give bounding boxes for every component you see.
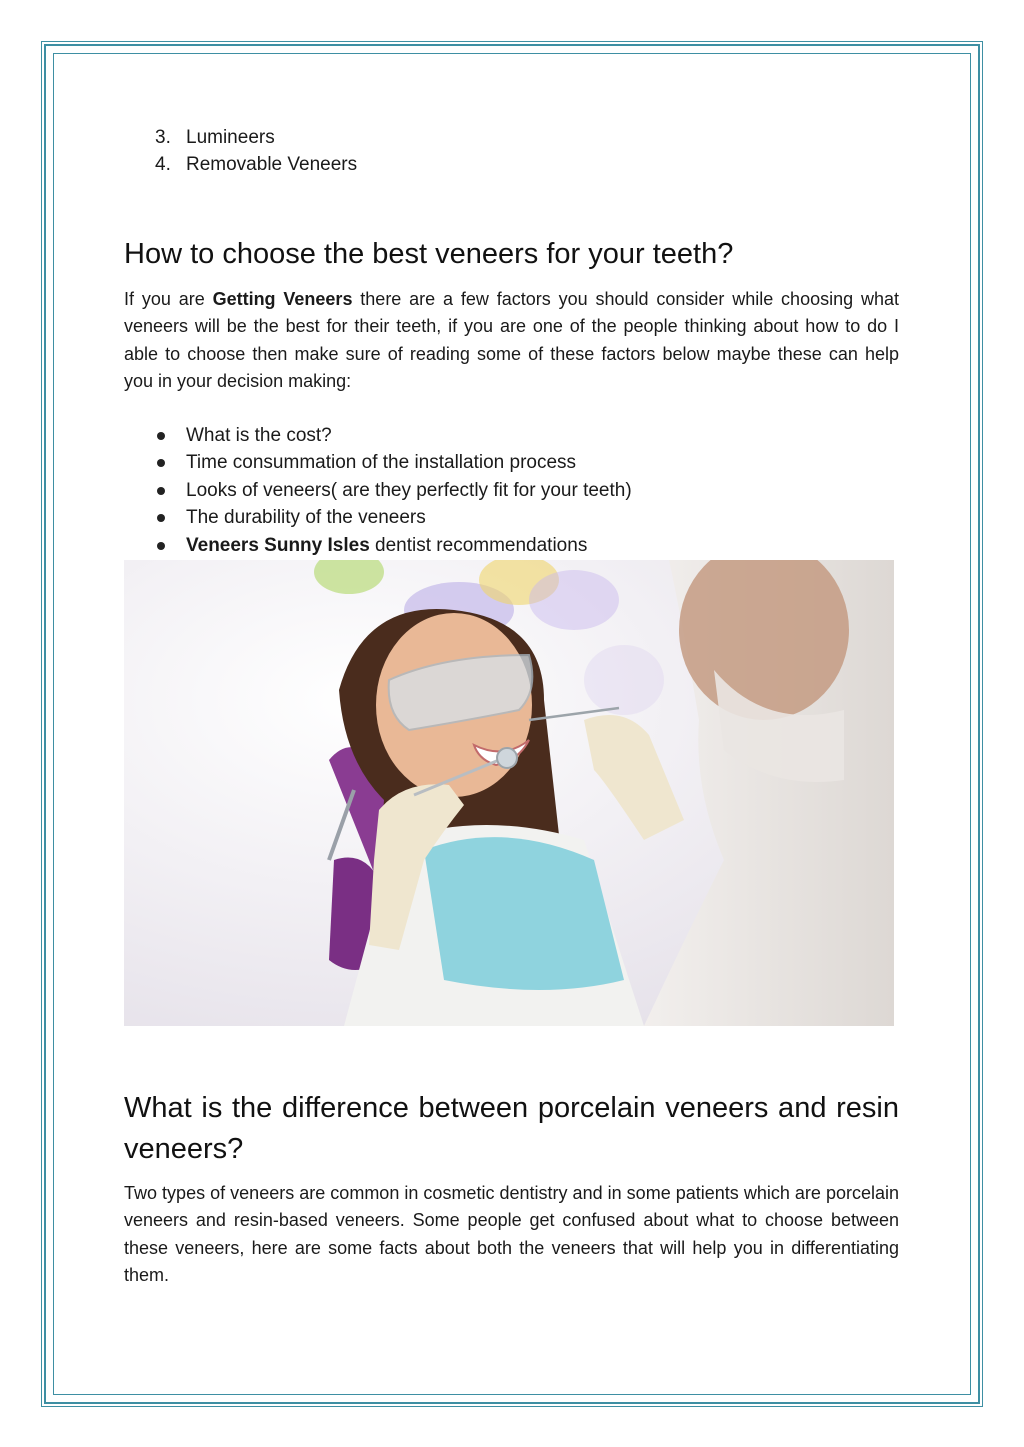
getting-veneers-keyword: Getting Veneers xyxy=(212,289,353,309)
dental-patient-illustration xyxy=(124,560,894,1026)
numbered-list xyxy=(124,124,357,178)
list-item: Looks of veneers( are they perfectly fit for your teeth) xyxy=(124,477,632,504)
list-item: The durability of the veneers xyxy=(124,504,632,531)
factors-list xyxy=(124,422,632,559)
list-item: 4. Removable Veneers xyxy=(155,154,358,175)
section-paragraph-choose: If you are Getting Veneers there are a few factors you should consider while choosing what veneers will be the best for their teeth, if you are one of the people thinking about how to do I able to choose then make sure of reading some of these factors below maybe these can help you in your decision making: xyxy=(124,289,899,392)
list-item: Time consummation of the installation process xyxy=(124,449,632,476)
list-item: 3. Lumineers xyxy=(155,127,275,148)
list-item: Veneers Sunny Isles dentist recommendations xyxy=(124,532,632,559)
bullet-icon xyxy=(157,459,165,467)
section-paragraph-difference: Two types of veneers are common in cosmetic dentistry and in some patients which are porcelain veneers and resin-based veneers. Some people get confused about what to choose between these veneers, here are some facts about both the veneers that will help you in differentiating them. xyxy=(124,1183,899,1286)
dental-patient-photo xyxy=(124,560,894,1026)
list-item: What is the cost? xyxy=(124,422,632,449)
bullet-icon xyxy=(157,542,165,550)
section-heading-choose: How to choose the best veneers for your teeth? xyxy=(124,238,734,270)
section-heading-difference: What is the difference between porcelain veneers and resin veneers? xyxy=(124,1092,899,1165)
bullet-icon xyxy=(157,514,165,522)
veneers-sunny-isles-keyword: Veneers Sunny Isles xyxy=(186,534,370,556)
bullet-icon xyxy=(157,432,165,440)
bullet-icon xyxy=(157,487,165,495)
